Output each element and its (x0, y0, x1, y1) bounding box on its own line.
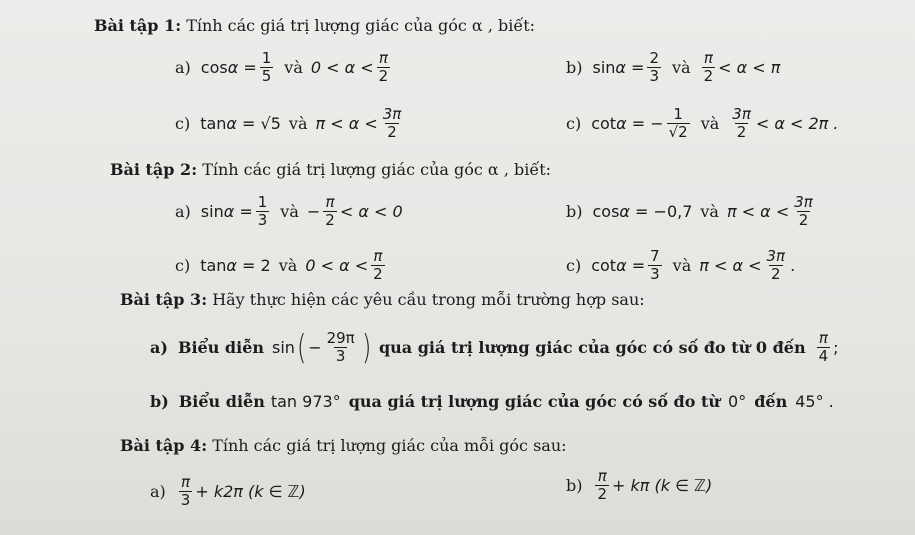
exercise-1-item-b (566, 50, 780, 85)
text-fragment: 29π (326, 329, 355, 347)
fraction (730, 106, 753, 141)
fraction (381, 106, 404, 141)
text-fragment: đến (754, 392, 788, 411)
text-fragment: c) (566, 114, 582, 133)
text-fragment: c) (566, 256, 582, 275)
fraction (792, 194, 815, 229)
fraction (377, 50, 391, 85)
text-fragment: 3 (650, 265, 660, 283)
text-fragment: cos (200, 58, 228, 77)
text-fragment: Bài tập 3: (120, 290, 208, 309)
exercise-1-text: Tính các giá trị lượng giác của góc α , biết: (186, 16, 536, 35)
text-fragment: π (818, 329, 828, 347)
text-fragment: . (790, 256, 796, 275)
text-fragment: a) (150, 338, 168, 357)
exercise-2-item-b (566, 194, 818, 229)
text-fragment: 3π (382, 105, 402, 123)
text-fragment: b) (150, 392, 169, 411)
text-fragment: sin (592, 58, 616, 77)
text-fragment: và (280, 202, 299, 221)
text-fragment: 3π (794, 193, 813, 211)
text-fragment: 2 (325, 211, 335, 229)
text-fragment: Bài tập 2: (110, 160, 198, 179)
exercise-3-item-a (150, 327, 839, 368)
text-fragment: π < α < (699, 256, 762, 275)
exercise-3-item-b (150, 392, 834, 411)
text-fragment: sin (200, 202, 224, 221)
math-expression: sin α = $\frac{1}{3}$ (200, 193, 268, 229)
text-fragment: tan (270, 392, 298, 411)
text-fragment: qua giá trị lượng giác của góc có số đo từ (348, 392, 721, 411)
text-fragment: b) (566, 202, 583, 221)
fraction (260, 50, 274, 85)
fraction (595, 468, 609, 503)
text-fragment: và (672, 256, 692, 275)
text-fragment: π (181, 473, 191, 491)
exercise-1-item-c (175, 106, 406, 141)
text-fragment: 4 (818, 347, 829, 365)
exercise-2-item-c (175, 248, 388, 283)
text-fragment: < α < π (718, 58, 781, 77)
text-fragment: sin (272, 338, 295, 357)
text-fragment: 0° (728, 392, 747, 411)
text-fragment: π (373, 247, 383, 265)
math-expression (305, 248, 387, 283)
math-expression (307, 194, 403, 229)
text-fragment: và (288, 114, 308, 133)
text-fragment: 3 (257, 211, 268, 229)
math-expression (272, 327, 373, 368)
math-expression: cos α = −0,7 (592, 202, 693, 221)
exercise-4-heading (120, 436, 567, 455)
exercise-1-item-d (566, 106, 838, 141)
text-fragment: 45° (795, 392, 824, 411)
fraction (647, 50, 661, 85)
text-fragment: π (597, 467, 607, 485)
text-fragment: −0,7 (653, 202, 693, 221)
exercise-3-heading (120, 290, 645, 309)
text-fragment: c) (175, 256, 191, 275)
math-expression: cot α = $\frac{7}{3}$ (591, 247, 660, 283)
fraction (702, 50, 716, 85)
fraction (764, 248, 787, 283)
text-fragment: và (284, 58, 303, 77)
math-expression: tan α = √5 (200, 114, 281, 133)
fraction (179, 474, 193, 509)
text-fragment: 2 (597, 485, 608, 503)
exercise-2-heading (110, 160, 551, 179)
exercise-2-item-a (175, 194, 403, 229)
math-expression (592, 468, 712, 503)
text-fragment: √5 (260, 114, 281, 133)
math-expression (271, 392, 341, 411)
text-fragment: 3π (732, 105, 751, 123)
text-fragment: 3 (180, 491, 191, 509)
text-fragment: π (703, 49, 713, 67)
text-fragment: 973° (302, 392, 341, 411)
text-fragment: − (306, 202, 321, 221)
fraction (667, 106, 690, 141)
parenthesis: ( (296, 327, 307, 368)
math-expression (814, 330, 839, 365)
text-fragment: Tính các giá trị lượng giác của góc α , biết: (202, 160, 552, 179)
text-fragment: Bài tập 4: (120, 436, 208, 455)
math-expression (316, 106, 407, 141)
exercise-2-item-d (566, 248, 795, 283)
text-fragment: 2 (260, 256, 271, 275)
math-expression (311, 50, 393, 85)
text-fragment: π (325, 193, 335, 211)
text-fragment: và (278, 256, 298, 275)
text-fragment: 5 (261, 67, 272, 85)
parenthesis: ) (361, 327, 371, 368)
math-expression: cot α = − $\frac{1}{√2}$ (591, 105, 688, 141)
math-expression (727, 194, 818, 229)
text-fragment: b) (566, 58, 583, 77)
text-fragment: b) (566, 476, 583, 495)
text-fragment: và (700, 114, 720, 133)
text-fragment: tan (200, 256, 227, 275)
exercise-1-heading (94, 16, 535, 35)
text-fragment: Hãy thực hiện các yêu cầu trong mỗi trường hợp sau: (212, 290, 645, 309)
text-fragment: và (700, 202, 719, 221)
math-expression (176, 474, 306, 509)
text-fragment: 7 (650, 247, 660, 265)
text-fragment: cos (592, 202, 620, 221)
text-fragment: a) (175, 58, 191, 77)
text-fragment: tan (200, 114, 227, 133)
text-fragment: + k2π (k ∈ ℤ) (195, 482, 306, 501)
text-fragment: Biểu diễn (178, 392, 265, 411)
text-fragment: 2 (703, 67, 714, 85)
text-fragment: cot (591, 256, 617, 275)
exercise-1-label: Bài tập 1: (94, 16, 182, 35)
text-fragment: a) (175, 202, 191, 221)
text-fragment: 1 (261, 49, 272, 67)
text-fragment: Tính các giá trị lượng giác của mỗi góc sau: (212, 436, 567, 455)
text-fragment: ; (833, 338, 839, 357)
text-fragment: 0 < α < (310, 58, 374, 77)
text-fragment: 2 (649, 49, 659, 67)
exercise-4-item-b (566, 468, 712, 503)
math-expression (795, 392, 834, 411)
text-fragment: < α < 0 (339, 202, 403, 221)
text-fragment: 0 < α < (305, 256, 369, 275)
text-fragment: − (308, 338, 322, 357)
text-fragment: c) (175, 114, 191, 133)
text-fragment: 2 (387, 123, 397, 141)
text-fragment: 1 (673, 105, 683, 123)
text-fragment: cot (591, 114, 617, 133)
fraction (648, 248, 662, 283)
text-fragment: < α < 2π . (755, 114, 839, 133)
text-fragment: π < α < (726, 202, 790, 221)
text-fragment: . (828, 392, 834, 411)
text-fragment: 3 (649, 67, 659, 85)
math-expression: tan α = 2 (200, 256, 271, 275)
text-fragment: 2 (736, 123, 747, 141)
exercise-4-item-a (150, 474, 306, 509)
text-fragment: a) (150, 482, 166, 501)
text-fragment: 2 (373, 265, 383, 283)
math-expression: sin α = $\frac{2}{3}$ (592, 49, 659, 85)
fraction (323, 194, 337, 229)
exercise-1-item-a (175, 50, 393, 85)
text-fragment: π < α < (315, 114, 378, 133)
math-expression: cos α = $\frac{1}{5}$ (200, 49, 272, 85)
text-fragment: qua giá trị lượng giác của góc có số đo từ 0 đến (378, 338, 806, 357)
text-fragment: π (378, 49, 388, 67)
text-fragment: Biểu diễn (177, 338, 264, 357)
text-fragment: và (672, 58, 691, 77)
text-fragment: + kπ (k ∈ ℤ) (612, 476, 713, 495)
fraction (256, 194, 270, 229)
math-expression (727, 106, 838, 141)
text-fragment: 3 (335, 347, 346, 365)
text-fragment: − (650, 114, 664, 133)
fraction (325, 330, 357, 365)
text-fragment: 2 (378, 67, 389, 85)
text-fragment: 3π (766, 247, 786, 265)
text-fragment: √2 (668, 123, 688, 141)
math-expression (699, 50, 781, 85)
text-fragment: 2 (798, 211, 809, 229)
text-fragment: 1 (257, 193, 268, 211)
fraction (817, 330, 831, 365)
text-fragment: 2 (771, 265, 781, 283)
fraction (371, 248, 385, 283)
math-expression (699, 248, 795, 283)
